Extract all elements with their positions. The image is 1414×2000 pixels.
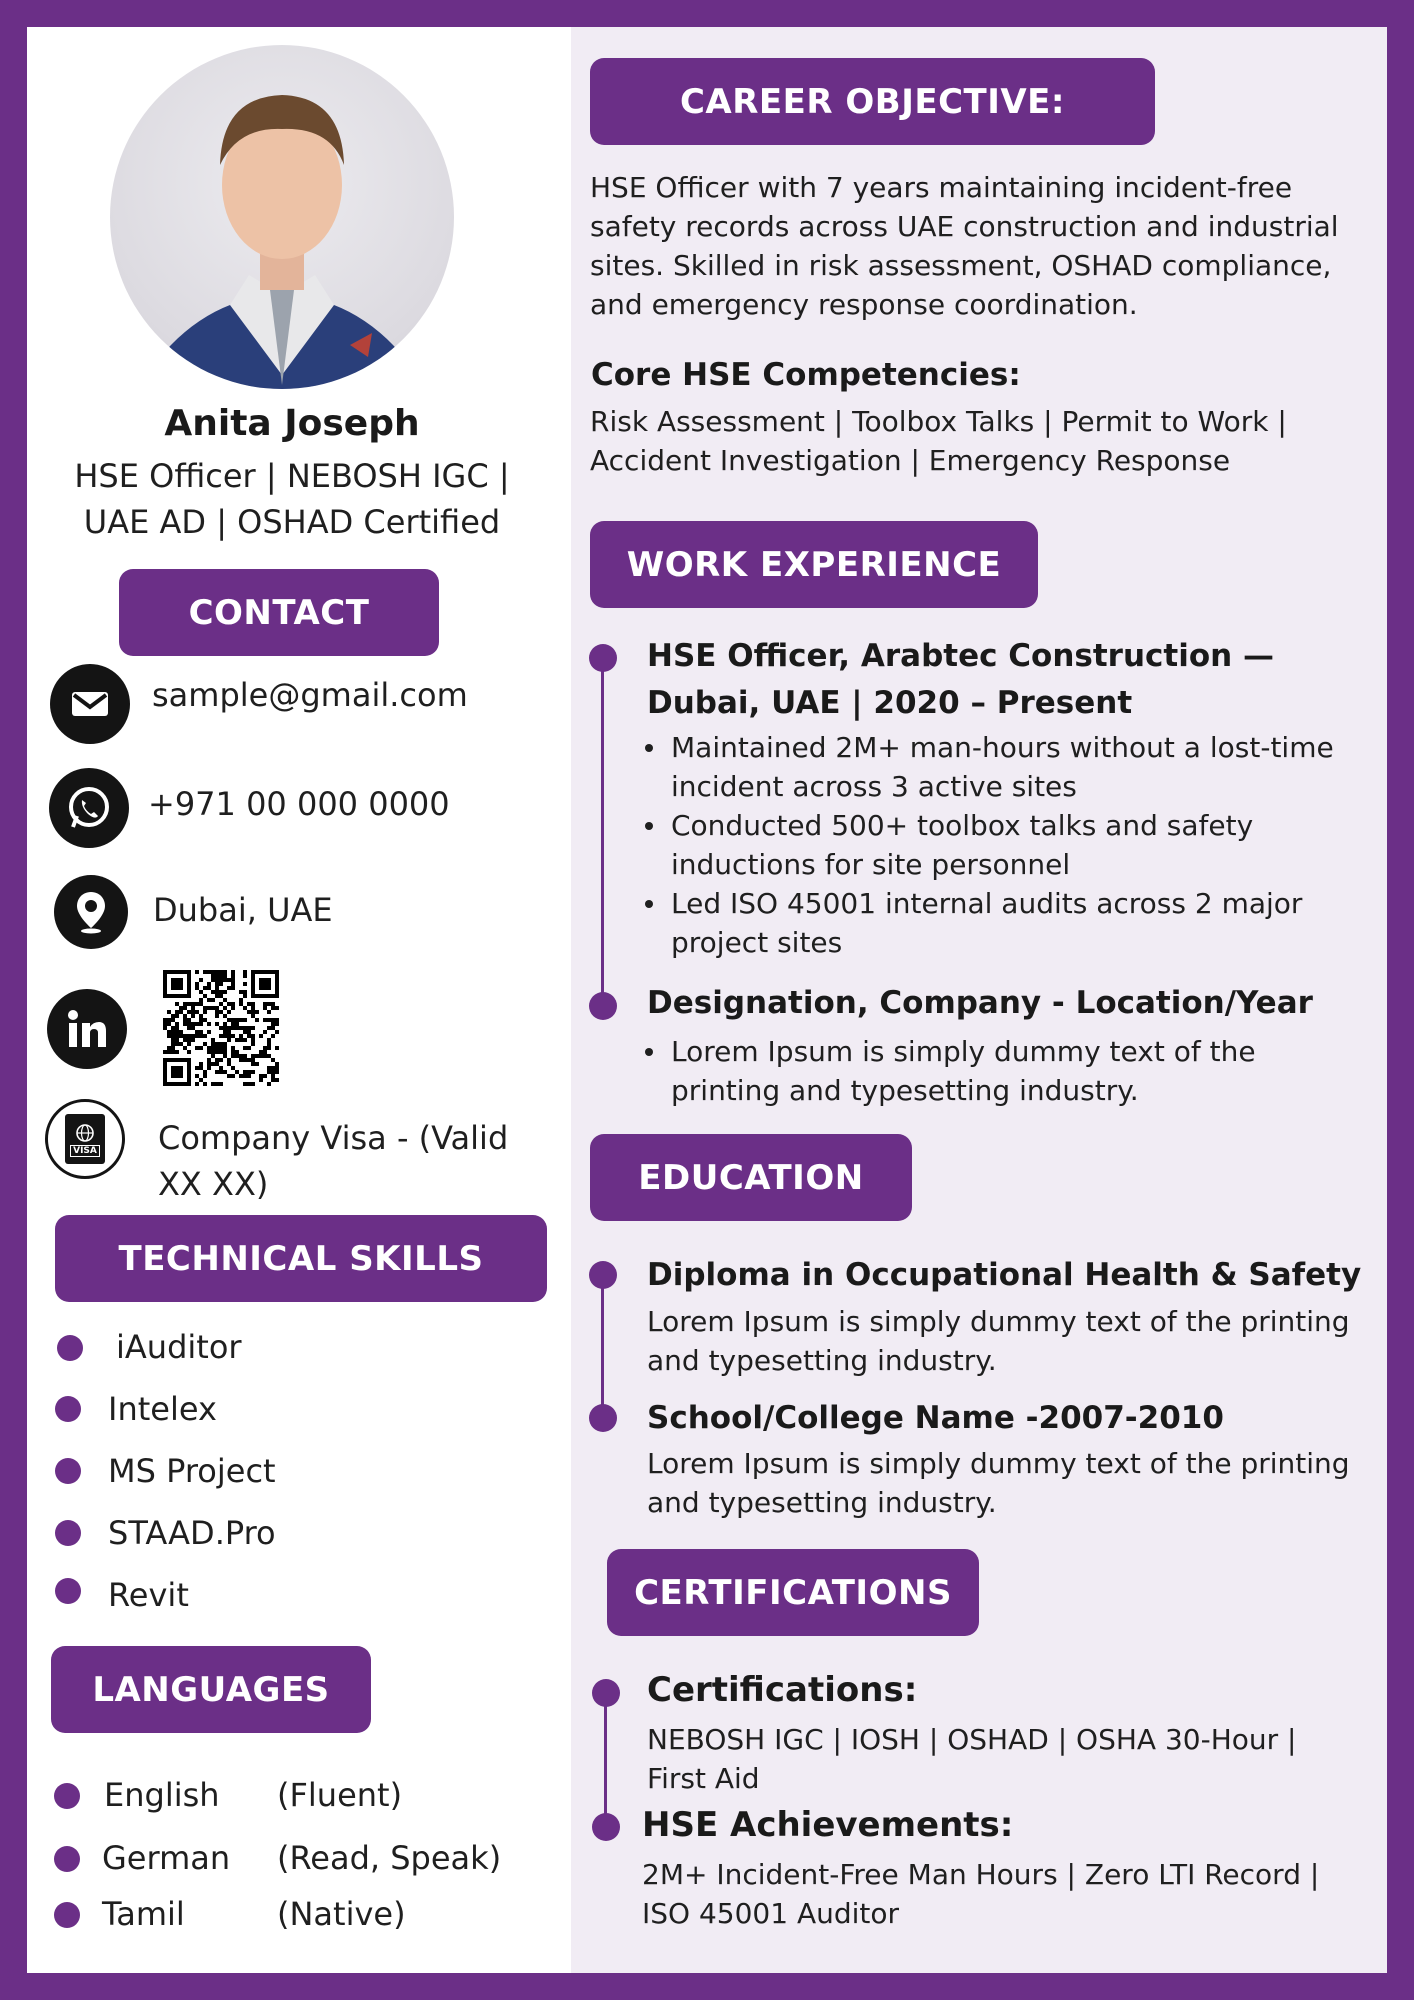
achievements-title: HSE Achievements: — [642, 1805, 1014, 1845]
certification-list: NEBOSH IGC | IOSH | OSHAD | OSHA 30-Hour | First Aid — [647, 1723, 1297, 1795]
job-bullets — [637, 1032, 1256, 1110]
language-level: (Read, Speak) — [277, 1839, 502, 1877]
language-name: German — [102, 1839, 231, 1877]
timeline-dot — [589, 1261, 617, 1289]
work-experience-heading: WORK EXPERIENCE — [590, 521, 1038, 608]
visa-badge-text: VISA — [70, 1145, 100, 1157]
job-title: HSE Officer, Arabtec Construction — Dubai, UAE | 2020 – Present — [647, 638, 1274, 721]
languages-heading: LANGUAGES — [51, 1646, 371, 1733]
job-bullets — [637, 728, 1334, 962]
passport-icon — [65, 1114, 105, 1164]
phone-text[interactable]: +971 00 000 0000 — [148, 785, 450, 823]
skill-bullet — [55, 1458, 81, 1484]
visa-icon — [45, 1099, 125, 1179]
profile-title: HSE Officer | NEBOSH IGC | UAE AD | OSHAD Certified — [74, 457, 510, 541]
skill-item: Intelex — [108, 1390, 217, 1428]
envelope-icon — [50, 664, 130, 744]
location-text: Dubai, UAE — [153, 891, 333, 929]
email-text[interactable]: sample@gmail.com — [152, 676, 468, 714]
skill-bullet — [55, 1520, 81, 1546]
education-title: School/College Name -2007-2010 — [647, 1400, 1224, 1436]
certifications-heading: CERTIFICATIONS — [607, 1549, 979, 1636]
skill-bullet — [57, 1335, 83, 1361]
education-timeline — [601, 1275, 604, 1418]
language-bullet — [54, 1846, 80, 1872]
skill-item: MS Project — [108, 1452, 276, 1490]
list-item: Lorem Ipsum is simply dummy text of the printing and typesetting industry. — [637, 1032, 1256, 1110]
list-item: Conducted 500+ toolbox talks and safety inductions for site personnel — [637, 806, 1334, 884]
visa-text: Company Visa - (Valid XX XX) — [158, 1119, 509, 1203]
certifications-timeline — [604, 1706, 607, 1826]
skill-item: Revit — [108, 1576, 189, 1614]
qr-code[interactable] — [163, 970, 279, 1086]
list-item: Led ISO 45001 internal audits across 2 major project sites — [637, 884, 1334, 962]
job-title: Designation, Company - Location/Year — [647, 985, 1313, 1021]
education-description: Lorem Ipsum is simply dummy text of the printing and typesetting industry. — [647, 1305, 1350, 1377]
career-objective-heading: CAREER OBJECTIVE: — [590, 58, 1155, 145]
career-objective-text: HSE Officer with 7 years maintaining incident-free safety records across UAE construction and industrial sites. Skilled in risk assessment, OSHAD compliance, and emergency response coordination. — [590, 171, 1339, 321]
language-name: English — [104, 1776, 220, 1814]
experience-timeline — [601, 658, 604, 1006]
skill-bullet — [55, 1578, 81, 1604]
language-level: (Native) — [277, 1895, 406, 1933]
profile-name: Anita Joseph — [164, 403, 420, 444]
language-name: Tamil — [102, 1895, 185, 1933]
linkedin-icon[interactable] — [47, 989, 127, 1069]
language-bullet — [54, 1902, 80, 1928]
timeline-dot — [589, 644, 617, 672]
timeline-dot — [589, 1404, 617, 1432]
certification-title: Certifications: — [647, 1670, 918, 1710]
skill-bullet — [55, 1396, 81, 1422]
timeline-dot — [592, 1679, 620, 1707]
education-description: Lorem Ipsum is simply dummy text of the printing and typesetting industry. — [647, 1447, 1350, 1519]
core-competencies-heading: Core HSE Competencies: — [591, 357, 1021, 393]
skill-item: STAAD.Pro — [108, 1514, 276, 1552]
achievements-list: 2M+ Incident-Free Man Hours | Zero LTI Record | ISO 45001 Auditor — [642, 1858, 1320, 1930]
language-level: (Fluent) — [277, 1776, 403, 1814]
list-item: Maintained 2M+ man-hours without a lost-time incident across 3 active sites — [637, 728, 1334, 806]
timeline-dot — [592, 1813, 620, 1841]
language-bullet — [54, 1783, 80, 1809]
whatsapp-icon — [49, 768, 129, 848]
timeline-dot — [589, 992, 617, 1020]
location-pin-icon — [54, 875, 128, 949]
technical-skills-heading: TECHNICAL SKILLS — [55, 1215, 547, 1302]
education-title: Diploma in Occupational Health & Safety — [647, 1257, 1362, 1293]
contact-heading: CONTACT — [119, 569, 439, 656]
core-competencies-text: Risk Assessment | Toolbox Talks | Permit to Work | Accident Investigation | Emergency Response — [590, 405, 1287, 477]
education-heading: EDUCATION — [590, 1134, 912, 1221]
profile-photo — [110, 45, 454, 389]
skill-item: iAuditor — [116, 1328, 242, 1366]
